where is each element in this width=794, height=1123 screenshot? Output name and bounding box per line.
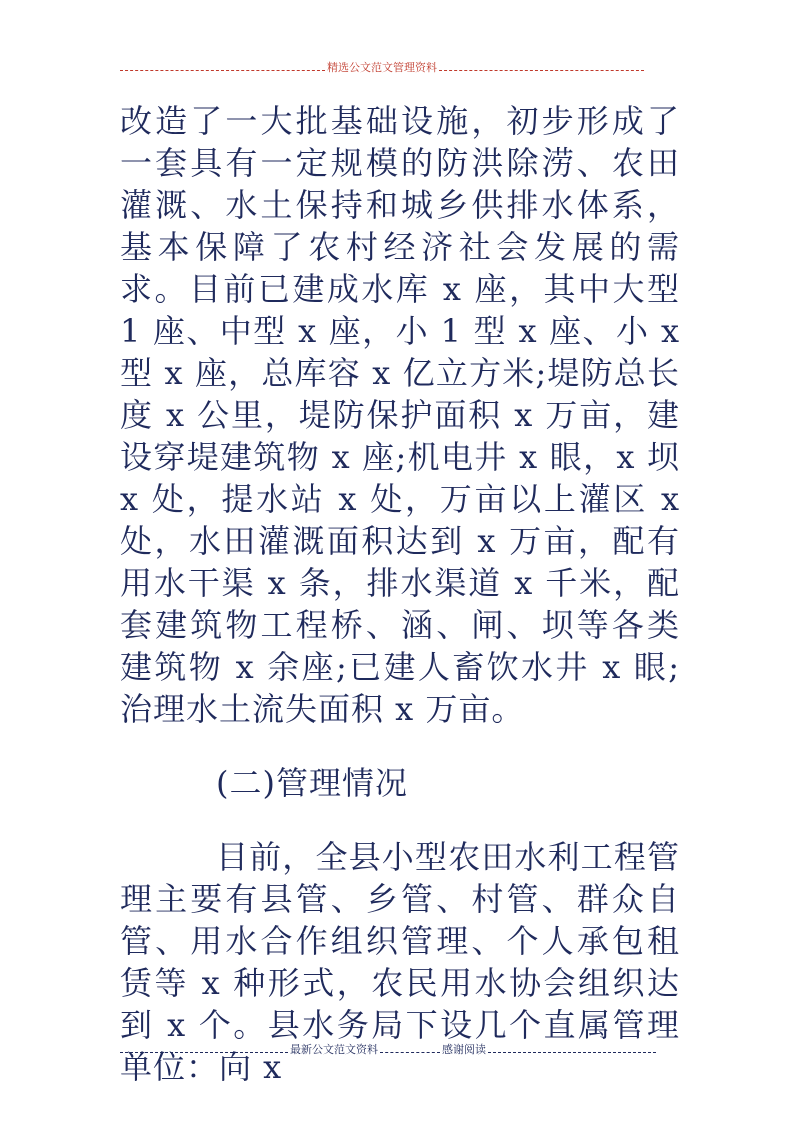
- body-paragraph-2: 目前，全县小型农田水利工程管理主要有县管、乡管、村管、群众自管、用水合作组织管理、个人承包租赁等 x 种形式，农民用水协会组织达到 x 个。县水务局下设几个直属管理单位：向 x: [120, 838, 680, 1086]
- section-heading: (二)管理情况: [216, 764, 408, 802]
- header-label: 精选公文范文管理资料: [327, 61, 437, 74]
- body-paragraph-1: 改造了一大批基础设施，初步形成了一套具有一定规模的防洪除涝、农田灌溉、水土保持和城乡供排水体系，基本保障了农村经济社会发展的需求。目前已建成水库 x 座，其中大型 1 座、中型 x 座，小 1 型 x 座、小 x 型 x 座，总库容 x 亿立方米;堤防总长度 x 公里，堤防保护面积 x 万亩，建设穿堤建筑物 x 座;机电井 x 眼，x 坝 x 处，提水站 x 处，万亩以上灌区 x 处，水田灌溉面积达到 x 万亩，配有用水干渠 x 条，排水渠道 x 千米，配套建筑物工程桥、涵、闸、坝等各类建筑物 x 余座;已建人畜饮水井 x 眼;治理水土流失面积 x 万亩。: [120, 102, 680, 728]
- header-dash-right: [439, 70, 644, 71]
- footer-right-label: 感谢阅读: [442, 1043, 486, 1056]
- footer-dash-middle: [380, 1052, 440, 1053]
- footer-dash-left: [120, 1052, 288, 1053]
- page-footer: [120, 1040, 656, 1058]
- footer-left-label: 最新公文范文资料: [290, 1043, 378, 1056]
- header-dash-left: [120, 70, 325, 71]
- document-body: [120, 100, 680, 1088]
- footer-dash-right: [488, 1052, 656, 1053]
- page-header: [120, 58, 644, 76]
